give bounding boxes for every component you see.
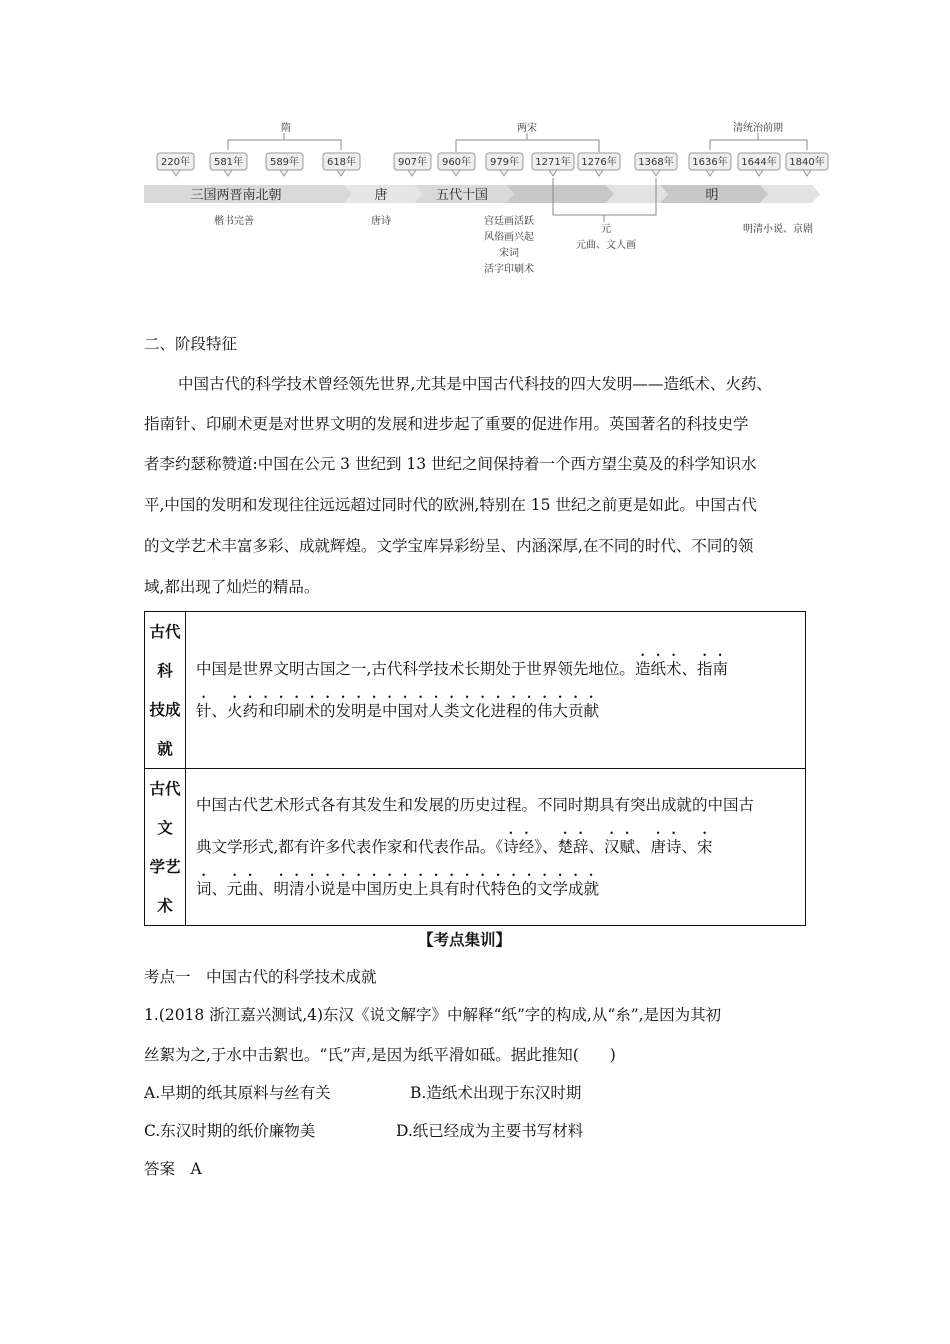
era-tang: 唐 [374,188,388,203]
svg-text:1271年: 1271年 [535,157,571,168]
year-979 [486,153,523,176]
option-a: A.早期的纸其原料与丝有关 [144,1084,331,1102]
para-line-2: 指南针、印刷术更是对世界文明的发展和进步起了重要的促进作用。英国著名的科技史学 [144,415,749,433]
note-kaishu: 楷书完善 [214,216,254,227]
year-1636 [689,153,731,176]
era-sanguo: 三国两晋南北朝 [190,188,282,203]
svg-text:581年: 581年 [213,157,244,168]
emphasis-literature: 《诗经》、楚辞、汉赋、唐诗、宋 [495,838,713,856]
svg-text:1636年: 1636年 [692,157,728,168]
option-b: B.造纸术出现于东汉时期 [410,1084,582,1102]
emphasis-inventions-2: 针、火药和印刷术的发明是中国对人类文化进程的伟大贡献 [196,702,600,720]
group-qing: 清统治前期 [733,123,783,134]
timeline-figure [0,0,950,290]
year-1271 [532,153,574,176]
svg-text:979年: 979年 [489,157,520,168]
option-d: D.纸已经成为主要书写材料 [396,1122,584,1140]
row-header-science: 古代 科 技成 就 [145,612,186,769]
svg-text:1840年: 1840年 [789,157,825,168]
table-row-science [145,612,806,769]
group-sui: 隋 [281,123,291,134]
svg-text:907年: 907年 [397,157,428,168]
row-content-literature: 中国古代艺术形式各有其发生和发展的历史过程。不同时期具有突出成就的中国古 典文学形式,都有许多代表作家和代表作品。《诗经》、楚辞、汉赋、唐诗、宋 词、元曲、明清小说是中国历史上具有时代特色的文学成就 [186,769,806,926]
para-line-1: 中国古代的科学技术曾经领先世界,尤其是中国古代科技的四大发明——造纸术、火药、 [178,375,772,393]
year-589 [266,153,303,176]
para-line-6: 域,都出现了灿烂的精品。 [144,578,320,596]
note-song-1: 宫廷画活跃 [484,216,534,227]
note-song-2: 风俗画兴起 [484,232,534,243]
era-ming: 明 [705,188,719,203]
question-1-line-1: 1.(2018 浙江嘉兴测试,4)东汉《说文解字》中解释“纸”字的构成,从“糸”,是因为其初 [144,1006,722,1024]
note-song-4: 活字印刷术 [484,264,534,275]
note-yuan: 元曲、文人画 [576,240,636,251]
question-1-line-2: 丝絮为之,于水中击絮也。“氏”声,是因为纸平滑如砥。据此推知( ) [144,1046,616,1064]
year-1276 [578,153,620,176]
year-markers [157,153,828,176]
year-1840 [786,153,828,176]
summary-table [144,611,806,926]
svg-text:960年: 960年 [441,157,472,168]
era-wudai: 五代十国 [435,188,489,203]
note-ming-qing: 明清小说、京剧 [743,224,813,235]
year-1644 [738,153,780,176]
para-line-5: 的文学艺术丰富多彩、成就辉煌。文学宝库异彩纷呈、内涵深厚,在不同的时代、不同的领 [144,537,754,555]
year-907 [394,153,431,176]
note-song-3: 宋词 [499,248,519,259]
svg-text:1644年: 1644年 [741,157,777,168]
answer: 答案 A [144,1160,202,1178]
year-618 [323,153,360,176]
group-song: 两宋 [517,123,537,134]
svg-text:1276年: 1276年 [581,157,617,168]
year-220 [157,153,194,176]
svg-text:589年: 589年 [269,157,300,168]
year-581 [210,153,247,176]
svg-text:618年: 618年 [326,157,357,168]
label-yuan: 元 [601,224,611,235]
row-header-literature: 古代 文 学艺 术 [145,769,186,926]
note-tangshi: 唐诗 [371,216,391,227]
svg-text:220年: 220年 [160,157,191,168]
year-960 [438,153,475,176]
option-c: C.东汉时期的纸价廉物美 [144,1122,316,1140]
emphasis-literature-2: 词、元曲、明清小说 [196,880,336,898]
para-line-3: 者李约瑟称赞道:中国在公元 3 世纪到 13 世纪之间保持着一个西方望尘莫及的科学知识水 [144,455,757,473]
table-row-literature [145,769,806,926]
row-content-science: 中国是世界文明古国之一,古代科学技术长期处于世界领先地位。造纸术、指南 针、火药和印刷术的发明是中国对人类文化进程的伟大贡献 [186,612,806,769]
section-title: 二、阶段特征 [144,335,238,353]
emphasis-inventions: 造纸术、指南 [634,660,728,678]
svg-text:1368年: 1368年 [638,157,674,168]
kaodian-title: 【考点集训】 [418,930,512,949]
year-1368 [635,153,677,176]
point-1-title: 考点一 中国古代的科学技术成就 [144,968,377,986]
para-line-4: 平,中国的发明和发现往往远远超过同时代的欧洲,特别在 15 世纪之前更是如此。中国古代 [144,496,757,514]
